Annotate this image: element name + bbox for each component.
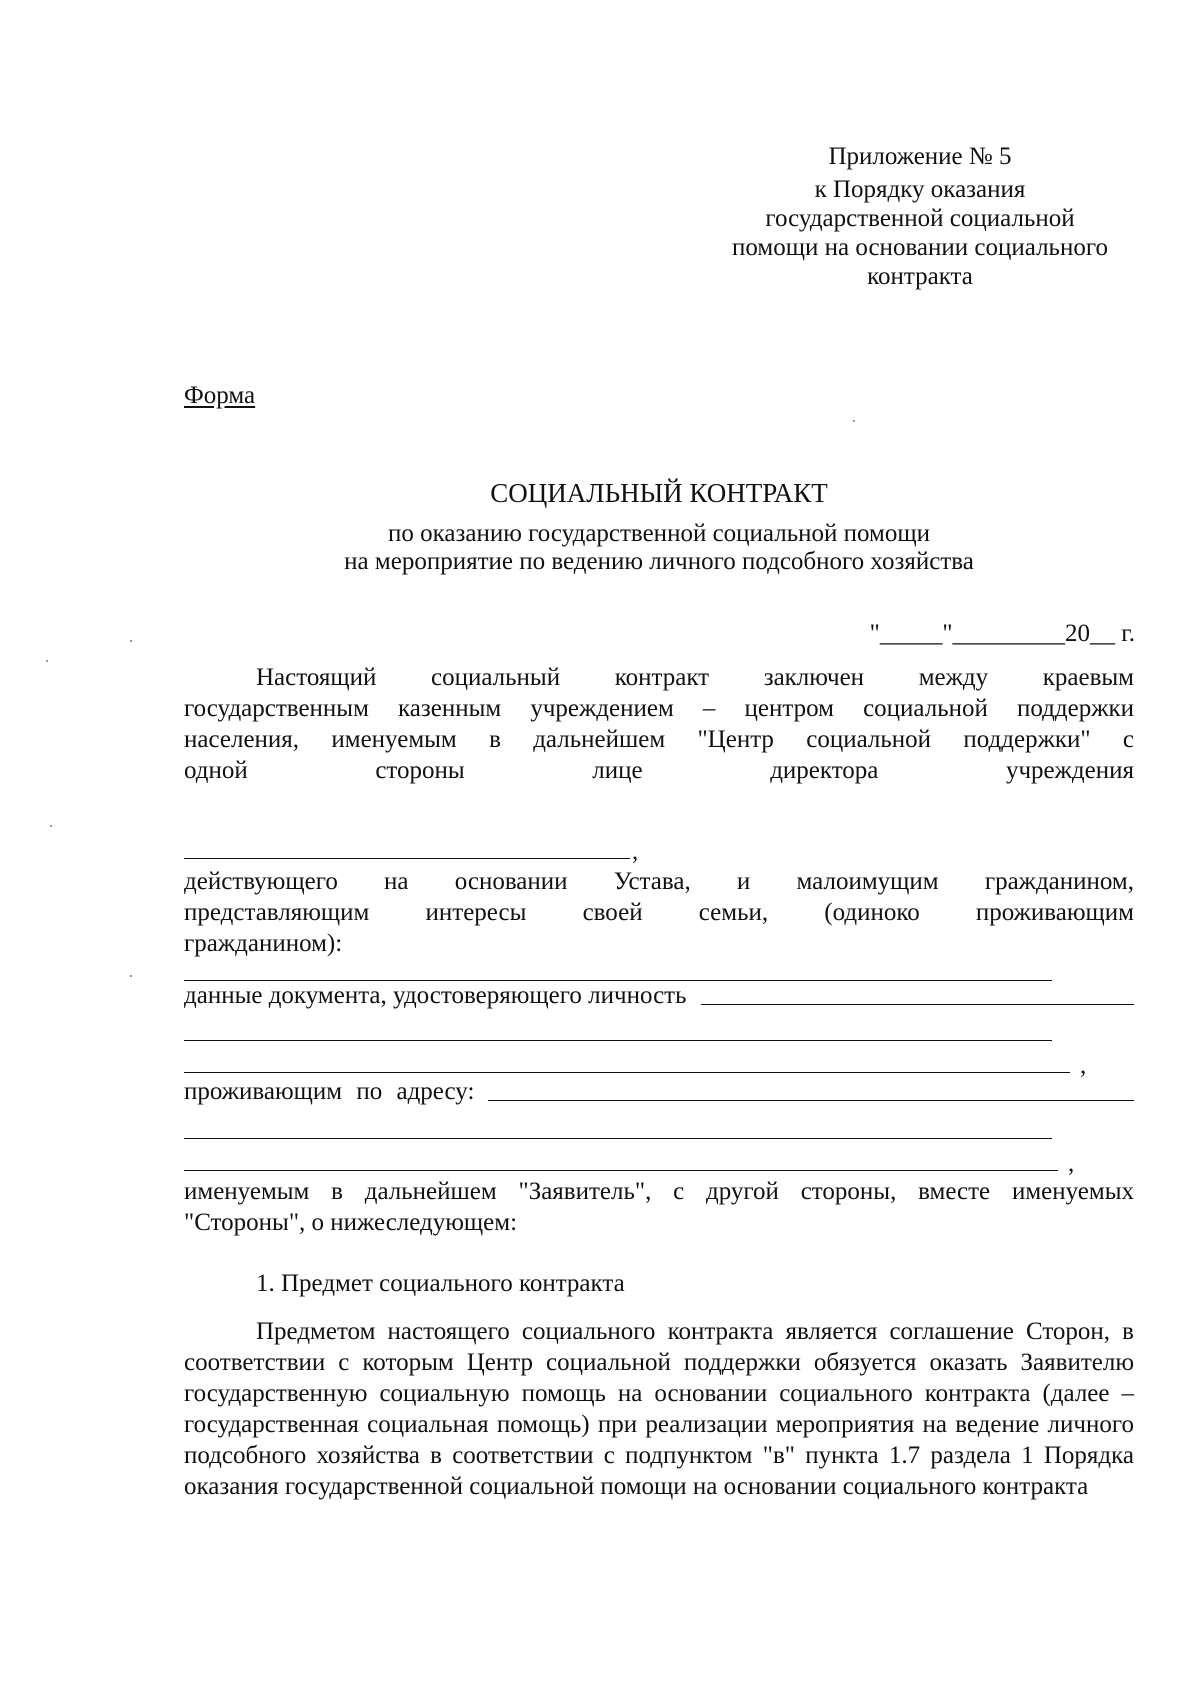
address-field-continuation[interactable] [184,1138,1052,1139]
intro-line: Настоящий социальный контракт заключен между краевым [256,664,1134,691]
document-subtitle: на мероприятие по ведению личного подсобного хозяйства [344,548,974,575]
section1-paragraph: Предметом настоящего социального контракта является соглашение Сторон, в соответствии с которым Центр социальной поддержки обязуется оказать Заявителю государственную социальную помощь на основании социального контракта (далее – государственная социальная помощь) при реализации мероприятия на ведение личного подсобного хозяйства в соответствии с подпунктом "в" пункта 1.7 раздела 1 Порядка оказания государственной социальной помощи на основании социального контракта [184,1318,1134,1500]
appendix-line: государственной социальной [765,205,1075,232]
intro-line: одной стороны лице директора учреждения [184,757,1134,784]
date-field[interactable]: "_____"_________20__ г. [869,620,1135,647]
appendix-line: к Порядку оказания [814,176,1026,203]
address-field[interactable] [488,1100,1134,1101]
scan-speck [46,660,48,662]
intro-line: действующего на основании Устава, и малоимущим гражданином, [184,868,1134,895]
doc-field-continuation[interactable] [184,1072,1070,1073]
director-name-field[interactable] [184,858,630,859]
intro-paragraph [184,662,1134,786]
applicant-paragraph: именуемым в дальнейшем "Заявитель", с другой стороны, вместе именуемых "Стороны", о нижеследующем: [184,1178,1134,1236]
document-subtitle: по оказанию государственной социальной помощи [388,520,930,547]
appendix-line: контракта [867,263,973,290]
comma: , [1068,1150,1075,1177]
scan-speck [130,640,132,642]
scan-speck [50,825,52,827]
scan-speck [853,420,855,422]
comma: , [1080,1052,1087,1079]
intro-line: представляющим интересы своей семьи, (одиноко проживающим [184,899,1134,926]
section-heading: 1. Предмет социального контракта [256,1270,625,1297]
address-field-continuation[interactable] [184,1170,1058,1171]
form-label: Форма [184,382,256,409]
appendix-number: Приложение № 5 [828,143,1012,170]
doc-field[interactable] [701,1004,1135,1005]
intro-line: гражданином): [184,930,343,957]
comma: , [632,838,639,865]
scan-speck [130,975,132,977]
doc-row [184,980,1134,1011]
appendix-line: помощи на основании социального [732,234,1108,261]
doc-label: данные документа, удостоверяющего личность [184,982,687,1009]
intro-line: государственным казенным учреждением – центром социальной поддержки [184,695,1134,722]
title-block [184,476,1134,576]
doc-field-continuation[interactable] [184,1040,1052,1041]
document-title: СОЦИАЛЬНЫЙ КОНТРАКТ [490,478,828,508]
intro-line: населения, именуемым в дальнейшем "Центр социальной поддержки" с [184,726,1134,753]
address-row [184,1076,1134,1107]
address-label: проживающим по адресу: [184,1078,475,1105]
intro-paragraph-continued [184,866,1134,959]
appendix-reference [680,142,1160,291]
